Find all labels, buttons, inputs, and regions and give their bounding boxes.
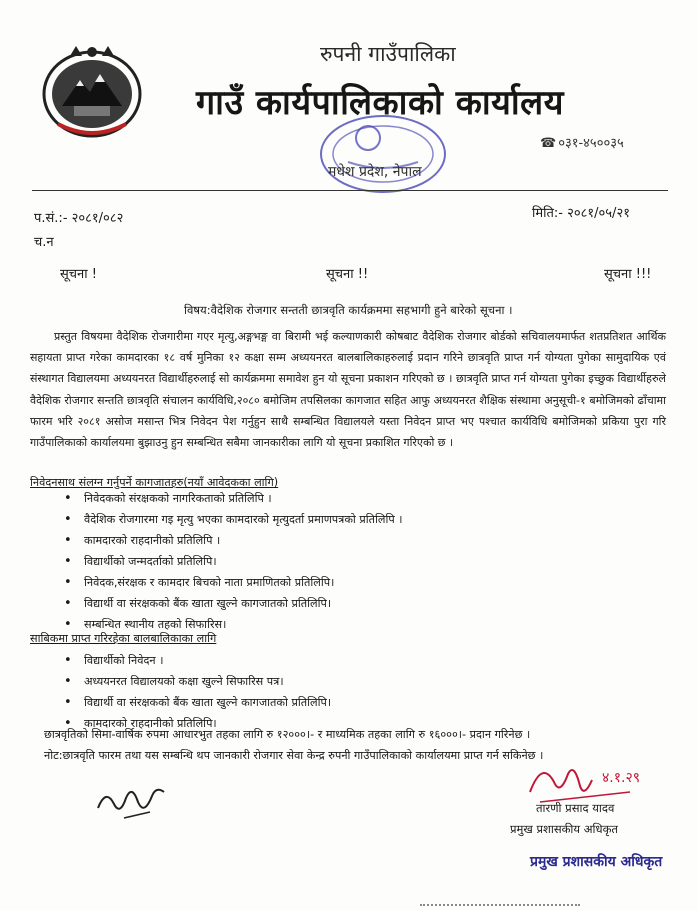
list-item: • निवेदक,संरक्षक र कामदार बिचको नाता प्रमाणितको प्रतिलिपि। — [58, 572, 403, 593]
list-item: • विद्यार्थी वा संरक्षकको बैंक खाता खुल्ने कागजातको प्रतिलिपि। — [58, 692, 331, 713]
letter-date: मिति:- २०८१/०५/२१ — [532, 206, 630, 221]
section-previous-heading: साबिकमा प्राप्त गरिरहेका बालबालिकाका लागि — [30, 632, 217, 645]
left-signature — [94, 778, 170, 824]
municipality-name: रुपनी गाउँपालिका — [320, 42, 456, 66]
list-item: • कामदारको राहदानीको प्रतिलिपि । — [58, 530, 403, 551]
notice-heading-2: सूचना !! — [326, 267, 369, 282]
list-item: • विद्यार्थीको निवेदन । — [58, 650, 331, 671]
officer-title-stamp: प्रमुख प्रशासकीय अधिकृत — [530, 854, 663, 870]
list-item: • विद्यार्थी वा संरक्षकको बैंक खाता खुल्ने कागजातको प्रतिलिपि। — [58, 593, 403, 614]
signer-name: तारणी प्रसाद यादव — [536, 801, 615, 815]
phone-number: ०३१-४५००३५ — [558, 136, 624, 151]
section-new-heading: निवेदनसाथ संलग्न गर्नुपर्ने कागजातहरु(नयाँ आवेदकका लागि) — [30, 476, 279, 489]
list-item: • वैदेशिक रोजगारमा गइ मृत्यु भएका कामदारको मृत्युदर्ता प्रमाणपत्रको प्रतिलिपि । — [58, 509, 403, 530]
phone-icon: ☎ — [540, 136, 557, 151]
footer-divider — [420, 904, 580, 910]
notice-heading-1: सूचना ! — [60, 267, 97, 282]
nepal-emblem-logo — [40, 42, 144, 138]
letter-subject: विषय:वैदेशिक रोजगार सन्तती छात्रवृति कार्यक्रममा सहभागी हुने बारेको सूचना । — [184, 303, 513, 317]
office-title: गाउँ कार्यपालिकाको कार्यालय — [196, 83, 564, 123]
scholarship-limit: छात्रवृतिको सिमा-वार्षिक रुपमा आधारभुत तहका लागि रु १२०००।- र माध्यमिक तहका लागि रु १६०००।- प्रदान गरिनेछ । — [44, 728, 531, 741]
reference-number: प.सं.:- २०८१/०८२ — [34, 211, 124, 226]
section-new-list — [58, 488, 403, 635]
list-item: • विद्यार्थीको जन्मदर्ताको प्रतिलिपि। — [58, 551, 403, 572]
signature-date-mark: ४.१.२९ — [602, 770, 641, 786]
list-item: • अध्ययनरत विद्यालयको कक्षा खुल्ने सिफारिस पत्र। — [58, 671, 331, 692]
body-paragraph: प्रस्तुत विषयमा वैदेशिक रोजगारीमा गएर मृत्यु,अङ्गभङ्ग वा बिरामी भई कल्याणकारी कोषबाट वैदेशिक रोजगार बोर्डको सचिवालयमार्फत शतप्रतिशत आर्थिक सहायता प्राप्त गरेका कामदारका १८ वर्ष मुनिका १२ कक्षा सम्म अध्ययनरत बालबालिकाहरुलाई प्रदान गरिने छात्रवृति प्राप्त गर्न योग्यता पुगेका सामुदायिक एवं संस्थागत विद्यालयमा अध्ययनरत विद्यार्थीहरुलाई सो कार्यक्रममा समावेश हुन यो सूचना प्रकाशन गरिएको छ । छात्रवृति प्राप्त गर्न योग्यता पुगेका इच्छुक विद्यार्थीहरुले वैदेशिक रोजगार सन्तति छात्रवृति संचालन कार्यविधि,२०८० बमोजिम तपसिलका कागजात सहित आफु अध्ययनरत शैक्षिक संस्थामा अनुसूची-१ बमोजिमको ढाँचामा फारम भरि २०८१ असोज मसान्त भित्र निवेदन पेश गर्नुहुन साथै सम्बन्धित विद्यालयले यस्ता निवेदन प्राप्त भए पश्चात कार्यविधि बमोजिमको प्रकिया पुरा गरि गाउँपालिकाको कार्यालयमा बुझाउनु हुन सम्बन्धित सबैमा जानकारीका लागि यो सूचना प्रकाशित गरिएको छ । — [30, 330, 666, 450]
office-address: मधेश प्रदेश, नेपाल — [328, 164, 422, 180]
header-divider — [32, 190, 668, 191]
office-phone — [540, 133, 624, 151]
chalani-number: च.न — [34, 235, 54, 250]
list-item: • सम्बन्धित स्थानीय तहको सिफारिस। — [58, 614, 403, 635]
list-item: • कामदारको राहदानीको प्रतिलिपि। — [58, 713, 331, 734]
note-text: नोट:छात्रवृति फारम तथा यस सम्बन्धि थप जानकारी रोजगार सेवा केन्द्र रुपनी गाउँपालिकाको कार्यालयमा प्राप्त गर्न सकिनेछ । — [44, 749, 544, 762]
notice-heading-3: सूचना !!! — [604, 267, 652, 282]
list-item: • निवेदकको संरक्षकको नागरिकताको प्रतिलिपि । — [58, 488, 403, 509]
signer-role: प्रमुख प्रशासकीय अधिकृत — [510, 822, 618, 836]
section-previous-list — [58, 650, 331, 734]
